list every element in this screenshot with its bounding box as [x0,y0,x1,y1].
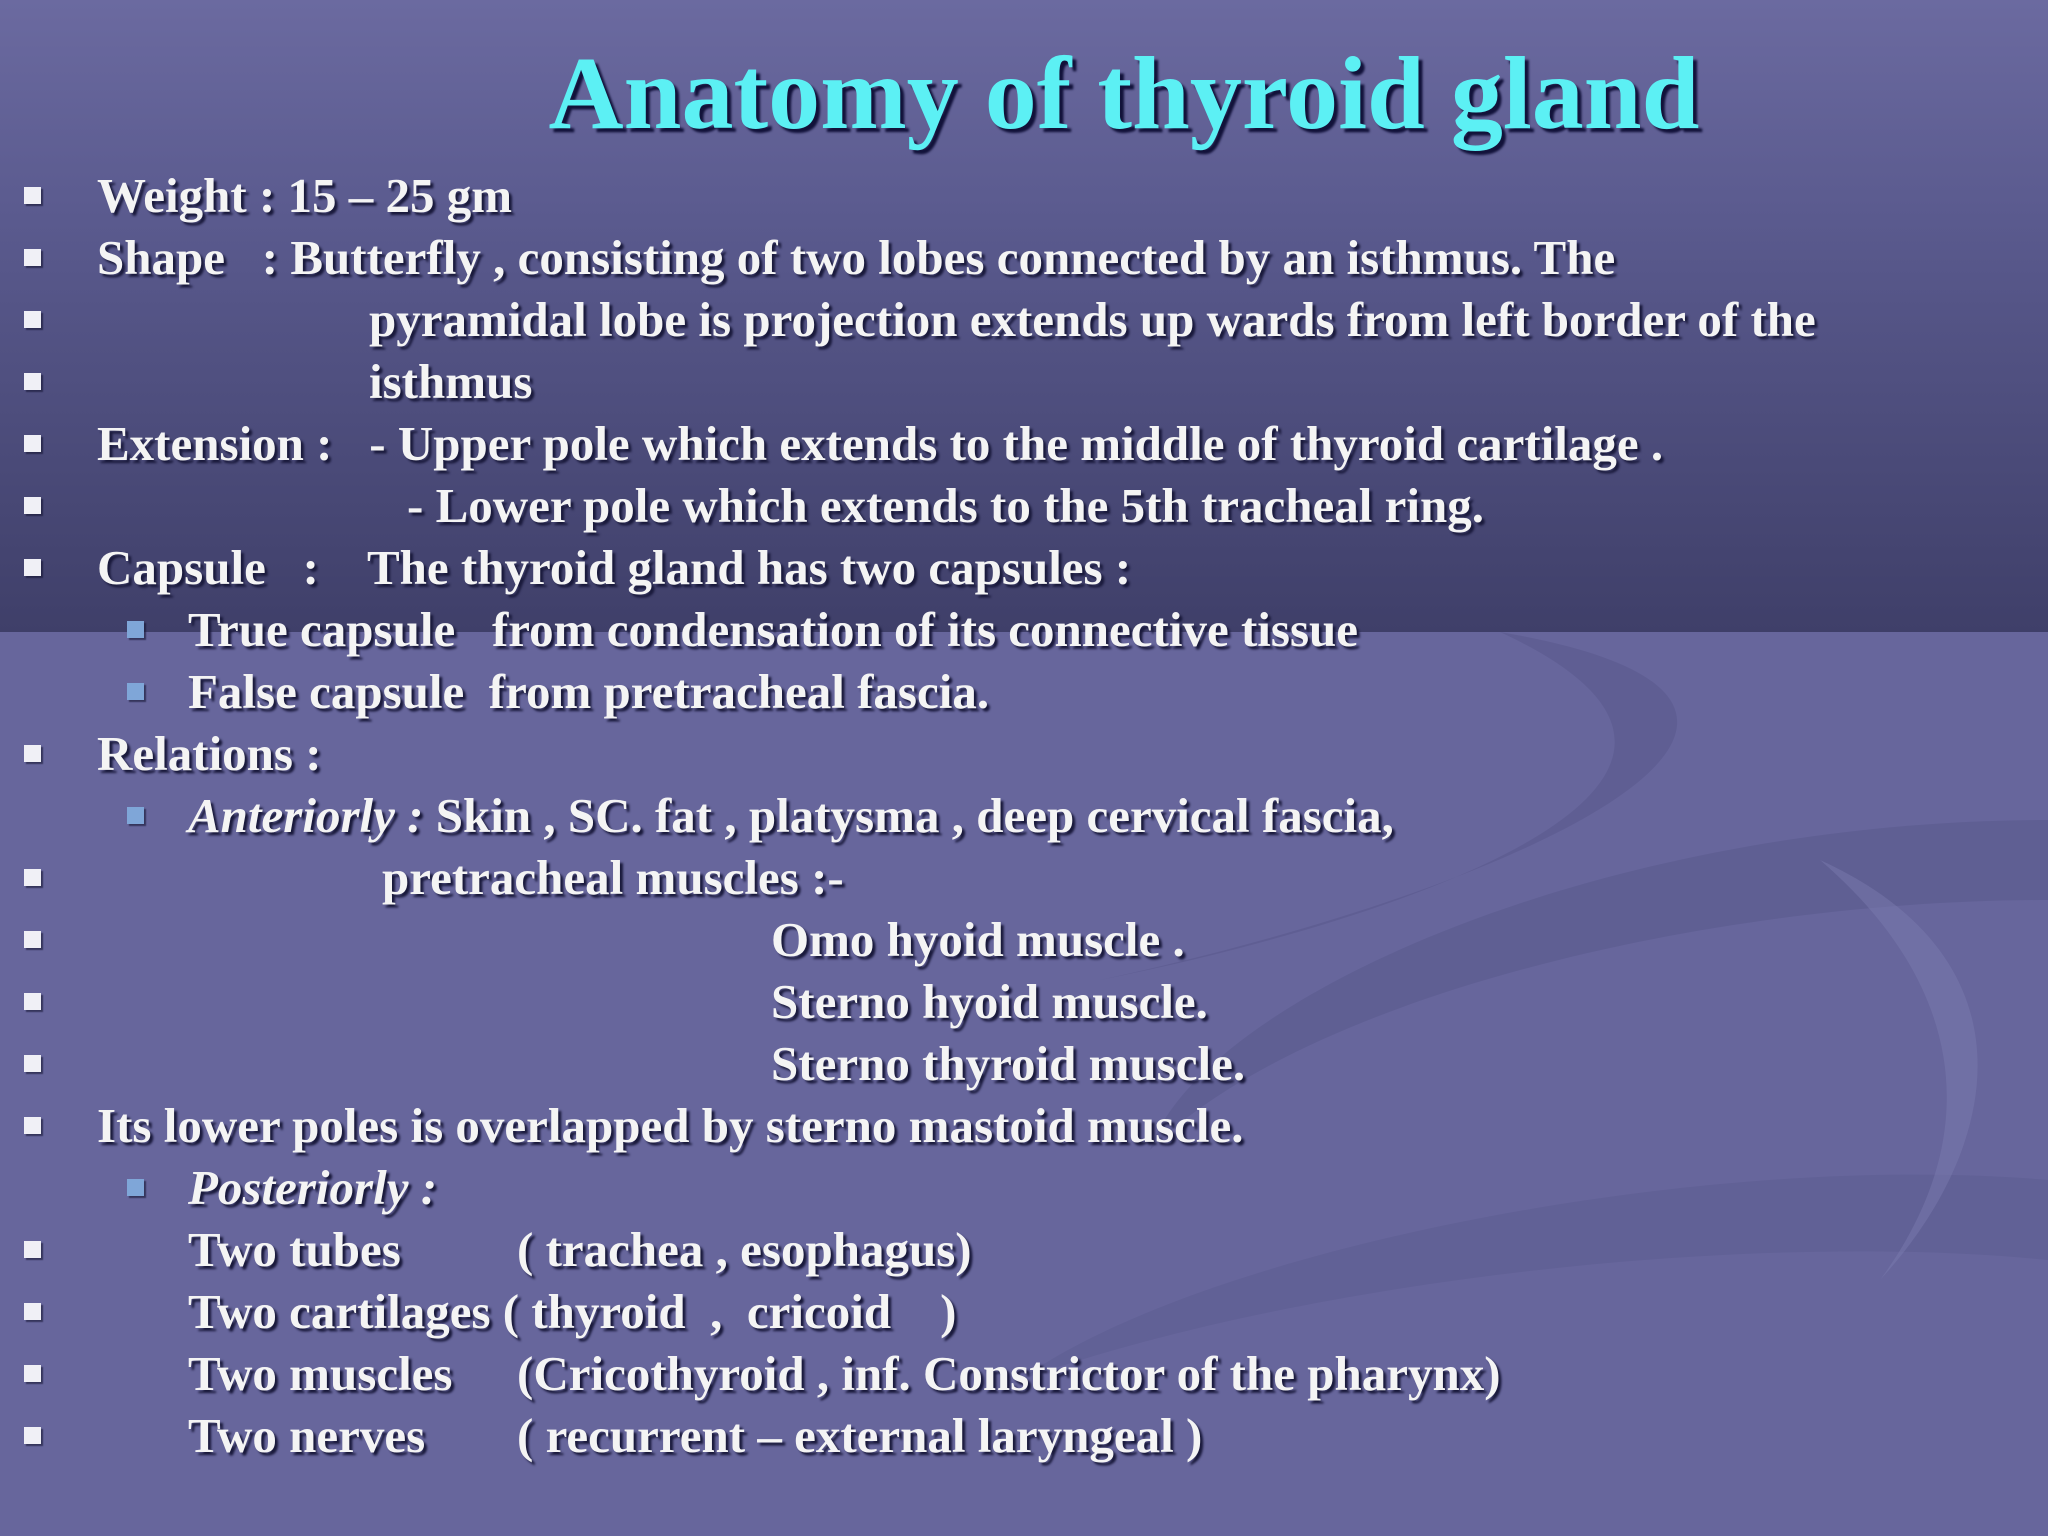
line-text: Shape : Butterfly , consisting of two lobes connected by an isthmus. The [97,230,1616,285]
line-label: Two nerves [188,1408,426,1463]
square-bullet-icon [24,559,41,576]
list-item [0,351,2048,413]
list-item [0,1157,2048,1219]
list-item [0,227,2048,289]
list-item [0,785,2048,847]
slide-title: Anatomy of thyroid gland [548,36,1700,151]
line-text: True capsule from condensation of its connective tissue [188,602,1359,657]
line-label: Two tubes [188,1222,401,1277]
list-item [0,599,2048,661]
list-item [0,1343,2048,1405]
square-bullet-icon [24,187,41,204]
list-item [0,661,2048,723]
square-bullet-icon [24,1427,41,1444]
line-detail: ( recurrent – external laryngeal ) [517,1408,1203,1463]
square-bullet-icon [24,249,41,266]
list-item [0,165,2048,227]
posteriorly-label: Posteriorly : [188,1160,438,1215]
line-text: Weight : 15 – 25 gm [97,168,513,223]
square-bullet-icon [127,621,144,638]
list-item [0,971,2048,1033]
square-bullet-icon [24,497,41,514]
anteriorly-text: Skin , SC. fat , platysma , deep cervical fascia, [423,788,1394,843]
line-text [188,785,1394,847]
square-bullet-icon [127,1179,144,1196]
square-bullet-icon [127,807,144,824]
line-text: Its lower poles is overlapped by sterno mastoid muscle. [97,1098,1244,1153]
square-bullet-icon [24,373,41,390]
line-detail: (Cricothyroid , inf. Constrictor of the pharynx) [517,1346,1501,1401]
line-text: Relations : [97,726,322,781]
square-bullet-icon [24,1055,41,1072]
line-text: False capsule from pretracheal fascia. [188,664,990,719]
list-item [0,475,2048,537]
square-bullet-icon [127,683,144,700]
square-bullet-icon [24,1303,41,1320]
line-label: Two muscles [188,1346,453,1401]
line-text: Two cartilages ( thyroid , cricoid ) [188,1284,957,1339]
list-item [0,1095,2048,1157]
square-bullet-icon [24,1241,41,1258]
line-detail: ( trachea , esophagus) [517,1222,972,1277]
line-text: Extension : - Upper pole which extends to the middle of thyroid cartilage . [97,416,1664,471]
square-bullet-icon [24,993,41,1010]
square-bullet-icon [24,311,41,328]
list-item [0,847,2048,909]
square-bullet-icon [24,1365,41,1382]
anteriorly-label: Anteriorly : [188,788,424,843]
square-bullet-icon [24,869,41,886]
line-text: pyramidal lobe is projection extends up wards from left border of the [369,292,1816,347]
line-text: isthmus [369,354,533,409]
line-text: Sterno thyroid muscle. [771,1036,1246,1091]
square-bullet-icon [24,1117,41,1134]
square-bullet-icon [24,435,41,452]
line-text: - Lower pole which extends to the 5th tracheal ring. [407,478,1484,533]
list-item [0,537,2048,599]
list-item [0,413,2048,475]
list-item [0,909,2048,971]
line-text: pretracheal muscles :- [382,850,844,905]
list-item [0,1219,2048,1281]
list-item [0,1405,2048,1467]
square-bullet-icon [24,745,41,762]
line-text: Capsule : The thyroid gland has two capsules : [97,540,1132,595]
square-bullet-icon [24,931,41,948]
list-item [0,1281,2048,1343]
list-item [0,1033,2048,1095]
list-item [0,289,2048,351]
line-text: Omo hyoid muscle . [771,912,1185,967]
list-item [0,723,2048,785]
line-text: Sterno hyoid muscle. [771,974,1208,1029]
